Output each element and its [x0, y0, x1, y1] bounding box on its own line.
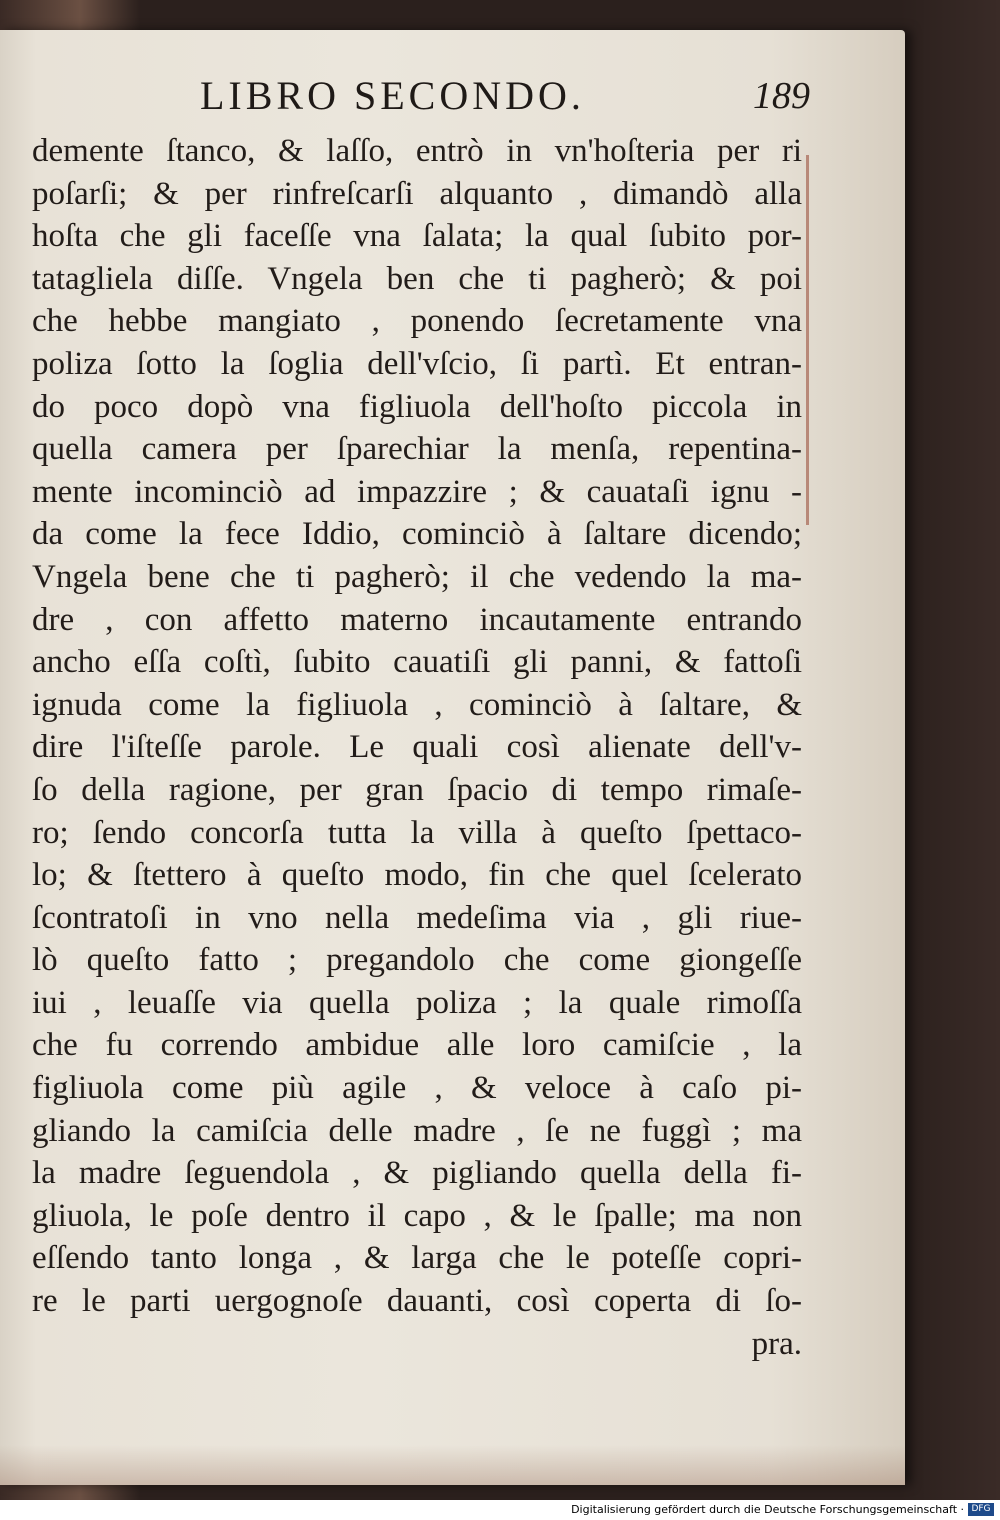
page-header: [170, 72, 830, 122]
funding-credit: Digitalisierung gefördert durch die Deutsche Forschungsgemeinschaft ·: [571, 1503, 964, 1516]
text-line: hoſta che gli faceſſe vna ſalata; la qual ſubito por-: [32, 218, 802, 255]
text-line: iui , leuaſſe via quella poliza ; la quale rimoſſa: [32, 984, 802, 1021]
text-line: ancho eſſa coſtì, ſubito cauatiſi gli panni, & fattoſi: [32, 644, 802, 681]
body-text: [32, 130, 802, 1365]
text-line: quella camera per ſparechiar la menſa, repentina-: [32, 431, 802, 468]
text-line-catchword: pra.: [751, 1325, 802, 1362]
text-line: re le parti uergognoſe dauanti, così coperta di ſo-: [32, 1283, 802, 1320]
text-line: lò queſto fatto ; pregandolo che come giongeſſe: [32, 942, 802, 979]
book-page: [0, 30, 905, 1485]
text-line: che hebbe mangiato , ponendo ſecretamente vna: [32, 303, 802, 340]
digitization-footer: [0, 1500, 1000, 1520]
text-line: poliza ſotto la ſoglia dell'vſcio, ſi partì. Et entran-: [32, 345, 802, 382]
text-line: la madre ſeguendola , & pigliando quella della fi-: [32, 1155, 802, 1192]
text-line: che fu correndo ambidue alle loro camiſcie , la: [32, 1027, 802, 1064]
text-line: Vngela bene che ti pagherò; il che vedendo la ma-: [32, 558, 802, 595]
text-line: mente incominciò ad impazzire ; & cauataſi ignu -: [32, 473, 802, 510]
text-line: eſſendo tanto longa , & larga che le poteſſe copri-: [32, 1240, 802, 1277]
page-number: 189: [753, 75, 810, 117]
text-line: ro; ſendo concorſa tutta la villa à queſto ſpettaco-: [32, 814, 802, 851]
text-line: ſo della ragione, per gran ſpacio di tempo rimaſe-: [32, 771, 802, 808]
text-line: figliuola come più agile , & veloce à caſo pi-: [32, 1070, 802, 1107]
text-line: demente ſtanco, & laſſo, entrò in vn'hoſteria per ri: [32, 133, 802, 169]
text-line: dre , con affetto materno incautamente entrando: [32, 601, 802, 638]
text-line: poſarſi; & per rinfreſcarſi alquanto , dimandò alla: [32, 175, 802, 212]
margin-pencil-mark: [806, 155, 827, 525]
text-line: dire l'iſteſſe parole. Le quali così alienate dell'v-: [32, 729, 802, 766]
text-line: ſcontratoſi in vno nella medeſima via , gli riue-: [32, 899, 802, 936]
text-line: do poco dopò vna figliuola dell'hoſto piccola in: [32, 388, 802, 425]
text-line: tatagliela diſſe. Vngela ben che ti pagherò; & poi: [32, 260, 802, 297]
text-line: lo; & ſtettero à queſto modo, fin che quel ſcelerato: [32, 857, 802, 894]
text-line: gliuola, le poſe dentro il capo , & le ſpalle; ma non: [32, 1197, 802, 1234]
text-line: da come la fece Iddio, cominciò à ſaltare dicendo;: [32, 516, 802, 553]
running-head: LIBRO SECONDO.: [200, 73, 585, 118]
text-line: gliando la camiſcia delle madre , ſe ne fuggì ; ma: [32, 1112, 802, 1149]
text-line: ignuda come la figliuola , cominciò à ſaltare, &: [32, 686, 802, 723]
dfg-logo-icon: DFG: [968, 1503, 994, 1516]
